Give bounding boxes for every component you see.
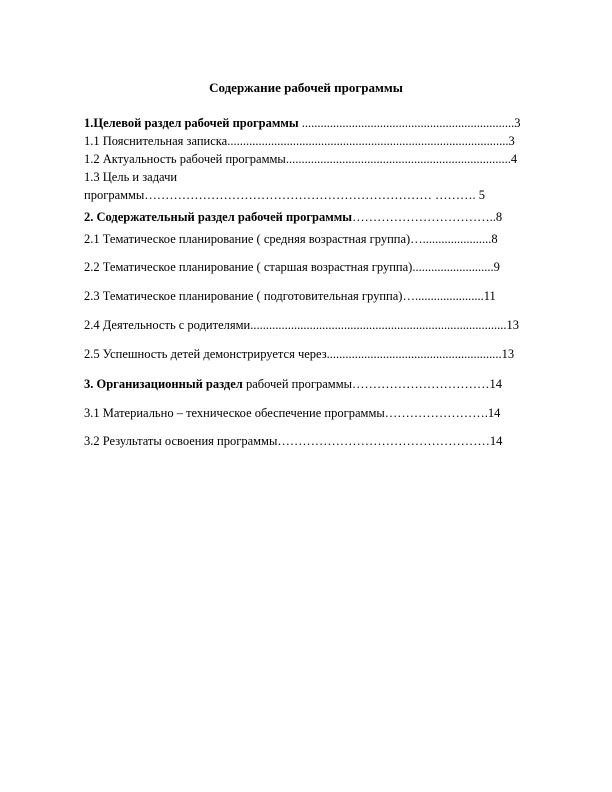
- toc-entry-2-1: 2.1 Тематическое планирование ( средняя возрастная группа)…......................8: [84, 232, 498, 246]
- toc-entry-3-1: 3.1 Материально – техническое обеспечение программы…………………….14: [84, 406, 501, 420]
- toc-entry-1-3: 1.3 Цель и задачи: [84, 170, 178, 184]
- toc-entry-2-4: 2.4 Деятельность с родителями..................................................................................13: [84, 318, 519, 332]
- toc-entry-2-3: 2.3 Тематическое планирование ( подготовительная группа)…......................11: [84, 289, 496, 303]
- toc-entry-1-2: 1.2 Актуальность рабочей программы........................................................................4: [84, 152, 518, 166]
- toc-entry-1-3-cont: программы…………………………………………………………… ………. 5: [84, 188, 485, 202]
- toc-entry-3-2: 3.2 Результаты освоения программы……………………………………………14: [84, 434, 503, 448]
- toc-entry-1-page: ....................................................................3: [298, 116, 521, 130]
- toc-entry-2-page: ……………………………..8: [352, 210, 503, 224]
- toc-entry-1-1: 1.1 Пояснительная записка..........................................................................................3: [84, 134, 515, 148]
- toc-entry-3-page: рабочей программы……………………………14: [242, 377, 503, 391]
- toc-entry-1: [84, 115, 521, 131]
- toc-entry-3-heading: 3. Организационный раздел: [84, 377, 243, 391]
- toc-title: Содержание рабочей программы: [209, 80, 403, 95]
- toc-entry-2: [84, 209, 502, 225]
- toc-entry-2-5: 2.5 Успешность детей демонстрируется через........................................................13: [84, 347, 515, 361]
- toc-entry-3: [84, 376, 502, 392]
- toc-entry-2-2: 2.2 Тематическое планирование ( старшая возрастная группа)..........................9: [84, 260, 500, 274]
- toc-entry-1-heading: 1.Целевой раздел рабочей программы: [84, 116, 299, 130]
- toc-entry-2-heading: 2. Содержательный раздел рабочей программы: [84, 210, 353, 224]
